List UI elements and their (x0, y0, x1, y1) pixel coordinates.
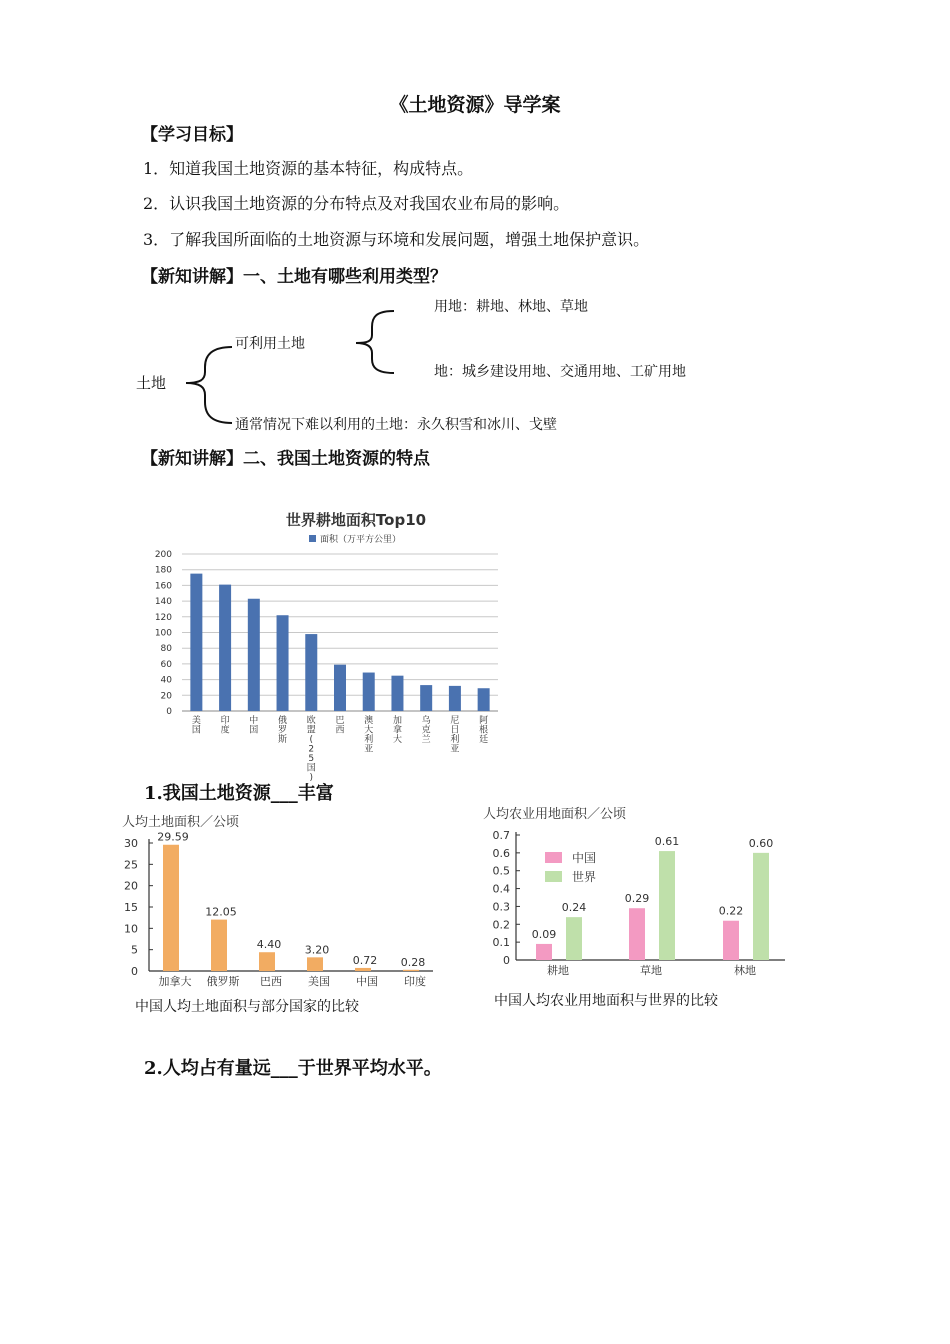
chart1-category-label: 欧盟( 2 5 国) (306, 716, 316, 783)
chart3-bar (566, 917, 582, 960)
chart3-category-label: 耕地 (547, 964, 569, 977)
chart1-category-label: 加拿大 (392, 716, 402, 745)
chart1-y-tick-label: 20 (160, 691, 172, 702)
chart2-y-tick-label: 0 (131, 965, 138, 978)
chart3-legend-swatch (545, 852, 562, 863)
chart3-y-tick-label: 0.5 (492, 864, 510, 878)
chart3-legend-label: 中国 (572, 851, 597, 865)
chart3-categories (547, 963, 756, 977)
chart2-bar (403, 970, 419, 971)
chart1-y-tick-label: 120 (154, 612, 172, 623)
chart1-bar (190, 574, 202, 711)
chart2-value-label: 29.59 (157, 830, 189, 844)
chart3-bar (659, 851, 675, 960)
chart3-legend-label: 世界 (572, 870, 597, 884)
chart1-y-tick-label: 160 (154, 581, 172, 592)
chart3-bar (753, 853, 769, 960)
objective-3: 3．了解我国所面临的土地资源与环境和发展问题，增强土地保护意识。 (143, 230, 650, 249)
chart2-y-tick-label: 25 (124, 858, 138, 872)
chart1-y-tick-label: 0 (166, 707, 172, 717)
point-1: 1.我国土地资源___丰富 (144, 783, 334, 804)
chart1-bar (449, 686, 461, 711)
chart1-title: 世界耕地面积Top10 (285, 511, 427, 529)
chart2-y-tick-label: 5 (131, 943, 138, 957)
chart2-y-tick-label: 15 (124, 901, 138, 914)
chart3-ylabel: 人均农业用地面积／公顷 (483, 807, 627, 822)
chart3-y-tick-label: 0.4 (492, 882, 510, 896)
chart2-value-label: 0.72 (352, 953, 378, 967)
chart2-bars (163, 845, 419, 971)
chart1-category-label: 阿根廷 (479, 716, 489, 745)
chart3-category-label: 草地 (640, 964, 662, 977)
chart3-y-ticks (493, 829, 511, 967)
point-2: 2.人均占有量远___于世界平均水平。 (144, 1058, 442, 1079)
chart1-y-tick-label: 200 (154, 550, 172, 560)
chart3-value-label: 0.61 (654, 835, 680, 849)
chart1-categories (192, 714, 488, 783)
chart2-y-tick-label: 20 (124, 879, 138, 893)
chart2-bar (259, 952, 275, 971)
section1-heading: 【新知讲解】一、土地有哪些利用类型？ (141, 267, 447, 287)
chart2-value-label: 12.05 (205, 905, 237, 919)
chart1-y-tick-label: 100 (154, 628, 172, 639)
chart2-axes (149, 839, 433, 971)
chart2-y-tick-label: 30 (124, 837, 138, 850)
chart3-y-tick-label: 0 (503, 954, 510, 967)
chart2-ylabel: 人均土地面积／公顷 (122, 815, 240, 830)
chart2-value-label: 3.20 (304, 943, 330, 957)
chart3-y-tick-label: 0.3 (492, 900, 510, 914)
chart3-legend-swatch (545, 871, 562, 882)
chart2-value-label: 0.28 (400, 955, 426, 969)
chart2-category-label: 印度 (404, 975, 426, 988)
usable-land-type-b: 地：城乡建设用地、交通用地、工矿用地 (434, 364, 686, 380)
chart1-category-label: 巴西 (335, 716, 345, 736)
chart1-bar (305, 634, 317, 711)
chart1-bar (420, 685, 432, 711)
chart3-caption: 中国人均农业用地面积与世界的比较 (494, 993, 718, 1009)
chart1-bar (219, 585, 231, 711)
chart3-legend (545, 850, 596, 884)
chart1-legend-label: 面积（万平方公里） (320, 535, 402, 545)
chart3-value-label: 0.29 (624, 892, 650, 906)
chart1-category-label: 美国 (191, 716, 201, 736)
chart-per-capita-agri (480, 800, 790, 982)
chart1-y-tick-label: 40 (160, 675, 172, 686)
section2-heading: 【新知讲解】二、我国土地资源的特点 (141, 449, 430, 469)
hard-to-use-land: 通常情况下难以利用的土地：永久积雪和冰川、戈壁 (235, 417, 557, 433)
chart1-category-label: 俄罗斯 (278, 716, 288, 745)
land-root: 土地 (136, 374, 167, 392)
chart3-axes (516, 832, 785, 960)
chart1-bar (478, 688, 490, 711)
big-brace (186, 347, 232, 423)
chart1-bar (363, 673, 375, 711)
chart3-bar (629, 908, 645, 960)
chart1-category-label: 尼日利亚 (450, 716, 460, 755)
chart1-y-tick-label: 180 (154, 565, 172, 576)
usable-land-type-a: 用地：耕地、林地、草地 (434, 299, 588, 315)
chart3-y-tick-label: 0.2 (492, 918, 510, 932)
chart2-bar (211, 920, 227, 971)
chart3-bar (536, 944, 552, 960)
chart1-bar (248, 599, 260, 711)
chart2-bar (307, 957, 323, 971)
chart2-value-labels (157, 831, 425, 969)
chart1-bars (190, 574, 489, 711)
chart-arable-top10 (140, 505, 520, 783)
chart2-category-label: 巴西 (260, 975, 282, 988)
chart1-category-label: 澳大利亚 (364, 716, 374, 755)
chart3-value-label: 0.22 (718, 904, 744, 918)
chart2-category-label: 美国 (308, 975, 330, 988)
chart1-y-tick-label: 140 (154, 597, 172, 608)
chart2-categories (159, 974, 427, 988)
chart3-value-label: 0.09 (531, 927, 557, 941)
chart1-bar (391, 676, 403, 711)
chart-per-capita-land (115, 808, 440, 990)
chart3-value-label: 0.60 (748, 836, 774, 850)
chart3-y-tick-label: 0.7 (492, 829, 510, 842)
chart1-bar (277, 615, 289, 711)
objective-1: 1．知道我国土地资源的基本特征，构成特点。 (143, 159, 474, 178)
chart2-bar (355, 968, 371, 971)
chart2-category-label: 加拿大 (158, 975, 192, 988)
chart1-y-tick-label: 80 (160, 644, 172, 655)
small-brace (356, 311, 394, 373)
page-title: 《土地资源》导学案 (389, 94, 561, 116)
objective-2: 2．认识我国土地资源的分布特点及对我国农业布局的影响。 (143, 194, 570, 213)
chart2-category-label: 中国 (356, 975, 378, 988)
chart3-bar (723, 921, 739, 960)
chart2-bar (163, 845, 179, 971)
chart1-legend-swatch (309, 535, 316, 542)
chart3-y-tick-label: 0.6 (492, 846, 510, 860)
objectives-heading: 【学习目标】 (141, 125, 243, 145)
chart2-y-ticks (124, 837, 138, 978)
chart3-value-label: 0.24 (561, 901, 587, 915)
chart3-y-tick-label: 0.1 (492, 936, 510, 950)
chart3-category-label: 林地 (734, 964, 756, 977)
chart1-category-label: 中国 (249, 716, 259, 736)
chart1-bar (334, 665, 346, 711)
chart2-y-tick-label: 10 (124, 922, 138, 936)
chart1-category-label: 印度 (220, 716, 230, 736)
chart1-y-tick-label: 60 (160, 659, 172, 670)
usable-land: 可利用土地 (235, 336, 305, 352)
chart1-category-label: 乌克兰 (421, 716, 431, 745)
chart1-y-ticks (155, 550, 172, 717)
chart2-category-label: 俄罗斯 (206, 975, 240, 988)
chart2-caption: 中国人均土地面积与部分国家的比较 (135, 999, 359, 1015)
chart2-value-label: 4.40 (256, 938, 282, 952)
